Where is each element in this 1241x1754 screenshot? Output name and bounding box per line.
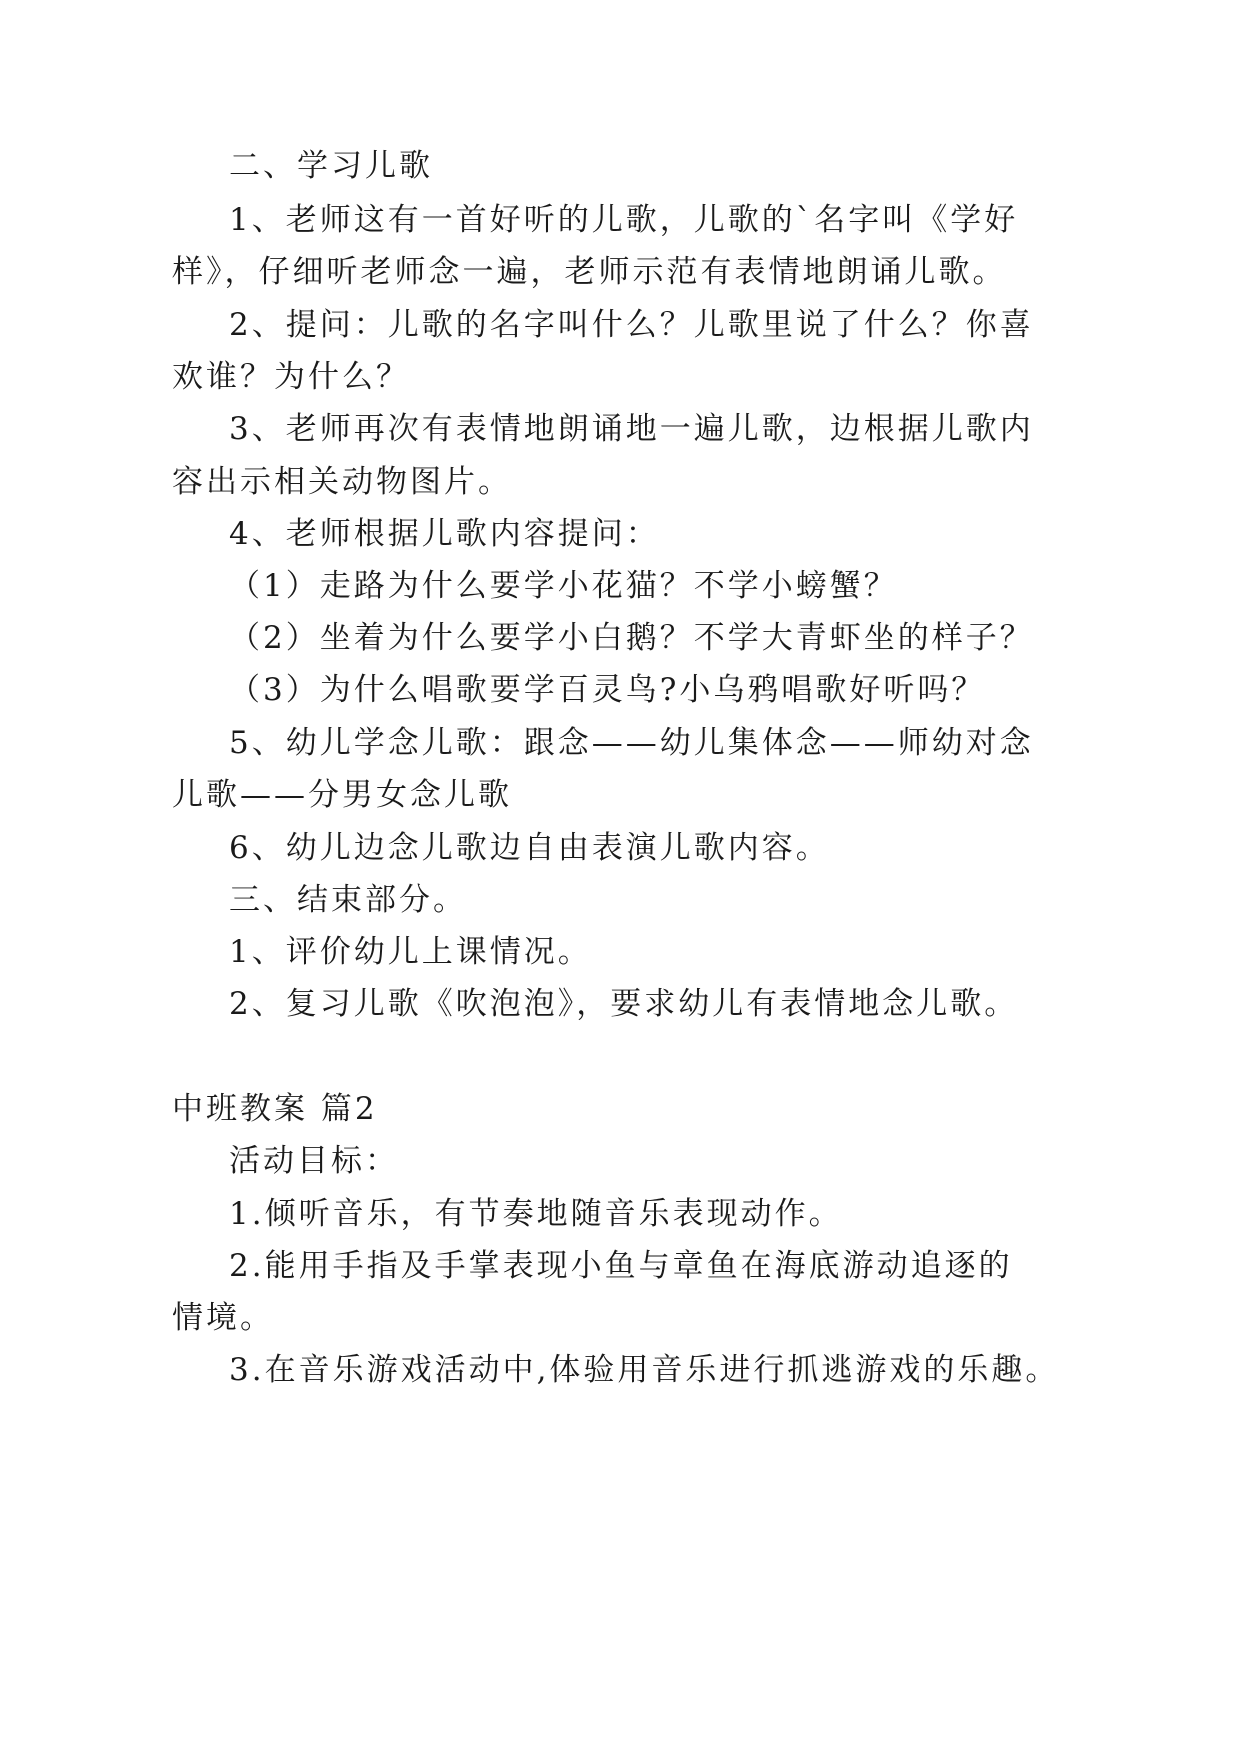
section-heading-ending: 三、结束部分。 <box>229 882 467 918</box>
lesson-title: 中班教案 篇2 <box>172 1091 378 1127</box>
section-heading-learn-song: 二、学习儿歌 <box>229 148 433 184</box>
goal-item: 1.倾听音乐，有节奏地随音乐表现动作。 <box>229 1196 843 1232</box>
paragraph-line: 1、老师这有一首好听的儿歌，儿歌的`名字叫《学好 <box>229 202 1019 238</box>
goal-item: 2.能用手指及手掌表现小鱼与章鱼在海底游动追逐的 <box>229 1248 1013 1284</box>
paragraph-line: 儿歌——分男女念儿歌 <box>172 777 512 813</box>
paragraph-line: 4、老师根据儿歌内容提问： <box>229 516 660 552</box>
paragraph-line: 2、提问：儿歌的名字叫什么？儿歌里说了什么？你喜 <box>229 307 1034 343</box>
question-item: （3）为什么唱歌要学百灵鸟?小乌鸦唱歌好听吗？ <box>229 672 986 708</box>
paragraph-line: 2、复习儿歌《吹泡泡》，要求幼儿有表情地念儿歌。 <box>229 986 1019 1022</box>
paragraph-line: 样》，仔细听老师念一遍，老师示范有表情地朗诵儿歌。 <box>172 254 1007 290</box>
question-item: （2）坐着为什么要学小白鹅？不学大青虾坐的样子？ <box>229 620 1034 656</box>
paragraph-line: 5、幼儿学念儿歌：跟念——幼儿集体念——师幼对念 <box>229 725 1034 761</box>
paragraph-line: 容出示相关动物图片。 <box>172 464 512 500</box>
question-item: （1）走路为什么要学小花猫？不学小螃蟹？ <box>229 568 898 604</box>
paragraph-line: 6、幼儿边念儿歌边自由表演儿歌内容。 <box>229 830 830 866</box>
section-heading-goals: 活动目标： <box>229 1143 399 1179</box>
paragraph-line: 情境。 <box>172 1300 274 1336</box>
paragraph-line: 欢谁？为什么？ <box>172 359 410 395</box>
paragraph-line: 1、评价幼儿上课情况。 <box>229 934 592 970</box>
goal-item: 3.在音乐游戏活动中,体验用音乐进行抓逃游戏的乐趣。 <box>229 1352 1060 1388</box>
paragraph-line: 3、老师再次有表情地朗诵地一遍儿歌，边根据儿歌内 <box>229 411 1034 447</box>
